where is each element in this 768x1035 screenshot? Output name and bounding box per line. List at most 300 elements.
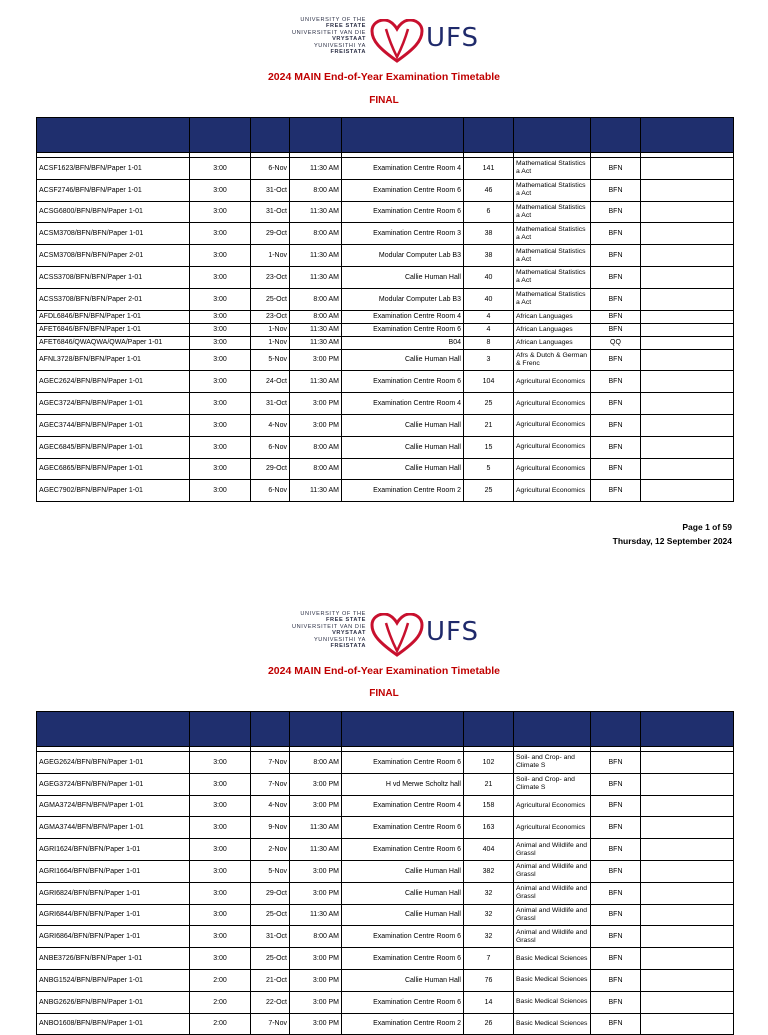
time-cell: 3:00 PM [290,773,342,795]
time-cell: 11:30 AM [290,904,342,926]
document-page-2 [0,600,768,1028]
campus-cell: BFN [591,904,641,926]
empty-cell [641,336,734,349]
exam-code-cell: ACSM3708/BFN/BFN/Paper 1-01 [37,223,190,245]
campus-cell: BFN [591,414,641,436]
exam-code-cell: AGEC2624/BFN/BFN/Paper 1-01 [37,371,190,393]
table-header-row [37,712,734,747]
exam-code-cell: AGEC6845/BFN/BFN/Paper 1-01 [37,436,190,458]
duration-cell: 3:00 [190,158,251,180]
venue-cell: Examination Centre Room 2 [342,1013,464,1035]
time-cell: 3:00 PM [290,948,342,970]
duration-cell: 3:00 [190,310,251,323]
logo-wordmark: UFS [426,617,480,647]
document-status: FINAL [369,95,399,106]
duration-cell: 3:00 [190,414,251,436]
campus-cell: BFN [591,752,641,774]
venue-cell: H vd Merwe Scholtz hall [342,773,464,795]
header-cell [37,118,190,153]
table-row [37,458,734,480]
empty-cell [641,323,734,336]
venue-cell: Examination Centre Room 6 [342,201,464,223]
duration-cell: 3:00 [190,480,251,502]
exam-code-cell: ANBE3726/BFN/BFN/Paper 1-01 [37,948,190,970]
candidates-cell: 38 [464,223,514,245]
department-cell: Afrs & Dutch & German & Frenc [514,349,591,371]
header-cell [464,712,514,747]
time-cell: 8:00 AM [290,179,342,201]
table-row [37,969,734,991]
table-row [37,158,734,180]
department-cell: African Languages [514,336,591,349]
venue-cell: Callie Human Hall [342,458,464,480]
table-row [37,371,734,393]
duration-cell: 3:00 [190,393,251,415]
logo-line: FREE STATE [326,617,366,624]
time-cell: 11:30 AM [290,371,342,393]
date-cell: 6-Nov [251,436,290,458]
header-cell [514,118,591,153]
table-row [37,288,734,310]
time-cell: 8:00 AM [290,288,342,310]
date-cell: 9-Nov [251,817,290,839]
header-cell [464,118,514,153]
date-cell: 1-Nov [251,245,290,267]
campus-cell: BFN [591,926,641,948]
exam-code-cell: AGRI6864/BFN/BFN/Paper 1-01 [37,926,190,948]
venue-cell: Examination Centre Room 6 [342,817,464,839]
time-cell: 11:30 AM [290,336,342,349]
department-cell: Agricultural Economics [514,436,591,458]
date-cell: 5-Nov [251,349,290,371]
header-cell [641,118,734,153]
time-cell: 8:00 AM [290,752,342,774]
department-cell: Mathematical Statistics a Act [514,245,591,267]
empty-cell [641,904,734,926]
department-cell: Mathematical Statistics a Act [514,201,591,223]
duration-cell: 3:00 [190,773,251,795]
candidates-cell: 104 [464,371,514,393]
duration-cell: 3:00 [190,817,251,839]
table-row [37,436,734,458]
empty-cell [641,991,734,1013]
empty-cell [641,201,734,223]
duration-cell: 3:00 [190,795,251,817]
duration-cell: 2:00 [190,1013,251,1035]
venue-cell: Examination Centre Room 6 [342,323,464,336]
header-cell [190,118,251,153]
time-cell: 8:00 AM [290,458,342,480]
logo-line: YUNIVESITHI YA [313,42,366,49]
candidates-cell: 40 [464,288,514,310]
document-title: 2024 MAIN End-of-Year Examination Timetable [267,665,501,677]
table-row [37,245,734,267]
venue-cell: Callie Human Hall [342,969,464,991]
venue-cell: Examination Centre Room 6 [342,179,464,201]
campus-cell: BFN [591,458,641,480]
department-cell: Agricultural Economics [514,371,591,393]
ufs-logo [284,17,494,63]
duration-cell: 3:00 [190,904,251,926]
table-row [37,310,734,323]
empty-cell [641,371,734,393]
date-cell: 7-Nov [251,752,290,774]
date-cell: 25-Oct [251,948,290,970]
exam-code-cell: AGRI1664/BFN/BFN/Paper 1-01 [37,860,190,882]
timetable [36,711,734,1035]
date-cell: 23-Oct [251,310,290,323]
venue-cell: Callie Human Hall [342,436,464,458]
empty-cell [641,817,734,839]
date-cell: 21-Oct [251,969,290,991]
table-row [37,223,734,245]
empty-cell [641,773,734,795]
department-cell: Mathematical Statistics a Act [514,179,591,201]
campus-cell: BFN [591,288,641,310]
table-row [37,948,734,970]
department-cell: Animal and Wildlife and Grassl [514,839,591,861]
duration-cell: 3:00 [190,926,251,948]
exam-code-cell: AFET6846/BFN/BFN/Paper 1-01 [37,323,190,336]
time-cell: 3:00 PM [290,414,342,436]
department-cell: Agricultural Economics [514,458,591,480]
candidates-cell: 21 [464,773,514,795]
campus-cell: BFN [591,839,641,861]
exam-code-cell: AGEC3724/BFN/BFN/Paper 1-01 [37,393,190,415]
logo-line: FREISTATA [330,643,366,650]
header-cell [591,712,641,747]
empty-cell [641,839,734,861]
candidates-cell: 4 [464,310,514,323]
department-cell: Agricultural Economics [514,817,591,839]
exam-code-cell: ANBG2626/BFN/BFN/Paper 1-01 [37,991,190,1013]
venue-cell: Callie Human Hall [342,904,464,926]
logo-line: UNIVERSITEIT VAN DIE [292,623,366,630]
campus-cell: BFN [591,882,641,904]
venue-cell: Examination Centre Room 2 [342,480,464,502]
logo-line: FREE STATE [326,23,366,30]
empty-cell [641,310,734,323]
time-cell: 3:00 PM [290,795,342,817]
date-cell: 24-Oct [251,371,290,393]
empty-cell [641,752,734,774]
candidates-cell: 404 [464,839,514,861]
candidates-cell: 5 [464,458,514,480]
department-cell: Basic Medical Sciences [514,969,591,991]
date-cell: 1-Nov [251,323,290,336]
department-cell: Agricultural Economics [514,414,591,436]
department-cell: Animal and Wildlife and Grassl [514,904,591,926]
empty-cell [641,926,734,948]
campus-cell: BFN [591,773,641,795]
empty-cell [641,158,734,180]
time-cell: 11:30 AM [290,480,342,502]
campus-cell: BFN [591,245,641,267]
duration-cell: 3:00 [190,179,251,201]
venue-cell: Modular Computer Lab B3 [342,288,464,310]
table-row [37,795,734,817]
candidates-cell: 32 [464,904,514,926]
exam-code-cell: ACSF2746/BFN/BFN/Paper 1-01 [37,179,190,201]
campus-cell: BFN [591,991,641,1013]
candidates-cell: 25 [464,480,514,502]
time-cell: 11:30 AM [290,266,342,288]
logo-line: YUNIVESITHI YA [313,636,366,643]
exam-code-cell: AGRI6824/BFN/BFN/Paper 1-01 [37,882,190,904]
time-cell: 11:30 AM [290,201,342,223]
table-row [37,179,734,201]
exam-code-cell: ACSS3708/BFN/BFN/Paper 1-01 [37,266,190,288]
exam-code-cell: AGRI6844/BFN/BFN/Paper 1-01 [37,904,190,926]
campus-cell: BFN [591,948,641,970]
time-cell: 11:30 AM [290,245,342,267]
candidates-cell: 32 [464,926,514,948]
department-cell: Animal and Wildlife and Grassl [514,882,591,904]
time-cell: 11:30 AM [290,158,342,180]
campus-cell: BFN [591,179,641,201]
logo-wordmark: UFS [426,23,480,53]
date-cell: 31-Oct [251,179,290,201]
exam-code-cell: ANBO1608/BFN/BFN/Paper 1-01 [37,1013,190,1035]
header-cell [251,712,290,747]
exam-code-cell: AGEG2624/BFN/BFN/Paper 1-01 [37,752,190,774]
table-row [37,323,734,336]
duration-cell: 3:00 [190,458,251,480]
header-cell [514,712,591,747]
campus-cell: BFN [591,393,641,415]
date-cell: 7-Nov [251,773,290,795]
department-cell: Basic Medical Sciences [514,948,591,970]
logo-line: UNIVERSITY OF THE [300,611,366,617]
candidates-cell: 163 [464,817,514,839]
table-row [37,817,734,839]
header-cell [251,118,290,153]
duration-cell: 2:00 [190,991,251,1013]
time-cell: 3:00 PM [290,1013,342,1035]
campus-cell: BFN [591,349,641,371]
time-cell: 11:30 AM [290,839,342,861]
exam-code-cell: AGEC3744/BFN/BFN/Paper 1-01 [37,414,190,436]
duration-cell: 3:00 [190,752,251,774]
document-title: 2024 MAIN End-of-Year Examination Timetable [267,71,501,83]
venue-cell: B04 [342,336,464,349]
duration-cell: 3:00 [190,266,251,288]
empty-cell [641,266,734,288]
venue-cell: Callie Human Hall [342,349,464,371]
duration-cell: 3:00 [190,882,251,904]
date-cell: 6-Nov [251,158,290,180]
time-cell: 3:00 PM [290,991,342,1013]
logo-line: UNIVERSITEIT VAN DIE [292,29,366,36]
table-row [37,393,734,415]
table-header-row [37,118,734,153]
exam-code-cell: AGEC7902/BFN/BFN/Paper 1-01 [37,480,190,502]
table-row [37,839,734,861]
time-cell: 8:00 AM [290,926,342,948]
table-row [37,773,734,795]
exam-code-cell: AGMA3724/BFN/BFN/Paper 1-01 [37,795,190,817]
department-cell: Animal and Wildlife and Grassl [514,860,591,882]
candidates-cell: 102 [464,752,514,774]
candidates-cell: 21 [464,414,514,436]
candidates-cell: 26 [464,1013,514,1035]
campus-cell: BFN [591,817,641,839]
venue-cell: Examination Centre Room 6 [342,839,464,861]
empty-cell [641,245,734,267]
time-cell: 3:00 PM [290,882,342,904]
empty-cell [641,795,734,817]
table-row [37,926,734,948]
document-status: FINAL [369,688,399,699]
empty-cell [641,480,734,502]
campus-cell: QQ [591,336,641,349]
table-row [37,266,734,288]
header-cell [591,118,641,153]
campus-cell: BFN [591,266,641,288]
exam-code-cell: AGRI1624/BFN/BFN/Paper 1-01 [37,839,190,861]
duration-cell: 3:00 [190,349,251,371]
duration-cell: 3:00 [190,839,251,861]
heart-emblem-icon [370,19,424,63]
empty-cell [641,969,734,991]
venue-cell: Examination Centre Room 6 [342,371,464,393]
department-cell: Mathematical Statistics a Act [514,288,591,310]
venue-cell: Examination Centre Room 6 [342,991,464,1013]
table-row [37,991,734,1013]
header-cell [37,712,190,747]
time-cell: 8:00 AM [290,436,342,458]
venue-cell: Examination Centre Room 6 [342,948,464,970]
candidates-cell: 40 [464,266,514,288]
date-cell: 4-Nov [251,795,290,817]
venue-cell: Callie Human Hall [342,882,464,904]
duration-cell: 3:00 [190,245,251,267]
venue-cell: Examination Centre Room 4 [342,158,464,180]
campus-cell: BFN [591,323,641,336]
table-row [37,882,734,904]
campus-cell: BFN [591,436,641,458]
exam-code-cell: ACSG6800/BFN/BFN/Paper 1-01 [37,201,190,223]
date-cell: 5-Nov [251,860,290,882]
department-cell: Mathematical Statistics a Act [514,223,591,245]
candidates-cell: 141 [464,158,514,180]
duration-cell: 3:00 [190,223,251,245]
table-row [37,480,734,502]
table-row [37,336,734,349]
candidates-cell: 38 [464,245,514,267]
time-cell: 8:00 AM [290,223,342,245]
date-cell: 7-Nov [251,1013,290,1035]
department-cell: Soil- and Crop- and Climate S [514,752,591,774]
exam-code-cell: ACSM3708/BFN/BFN/Paper 2-01 [37,245,190,267]
campus-cell: BFN [591,158,641,180]
campus-cell: BFN [591,371,641,393]
empty-cell [641,458,734,480]
empty-cell [641,179,734,201]
duration-cell: 3:00 [190,323,251,336]
header-cell [342,118,464,153]
exam-code-cell: AFNL3728/BFN/BFN/Paper 1-01 [37,349,190,371]
venue-cell: Callie Human Hall [342,266,464,288]
department-cell: Agricultural Economics [514,795,591,817]
exam-code-cell: AFDL6846/BFN/BFN/Paper 1-01 [37,310,190,323]
logo-line: FREISTATA [330,49,366,56]
heart-emblem-icon [370,613,424,657]
department-cell: African Languages [514,323,591,336]
logo-text [284,17,366,55]
timetable [36,117,734,502]
candidates-cell: 76 [464,969,514,991]
exam-code-cell: AGEC6865/BFN/BFN/Paper 1-01 [37,458,190,480]
exam-code-cell: ACSS3708/BFN/BFN/Paper 2-01 [37,288,190,310]
date-cell: 31-Oct [251,201,290,223]
date-cell: 29-Oct [251,458,290,480]
duration-cell: 3:00 [190,436,251,458]
department-cell: African Languages [514,310,591,323]
empty-cell [641,414,734,436]
department-cell: Agricultural Economics [514,393,591,415]
venue-cell: Callie Human Hall [342,860,464,882]
empty-cell [641,288,734,310]
department-cell: Soil- and Crop- and Climate S [514,773,591,795]
date-cell: 29-Oct [251,882,290,904]
campus-cell: BFN [591,223,641,245]
candidates-cell: 8 [464,336,514,349]
header-cell [290,712,342,747]
time-cell: 8:00 AM [290,310,342,323]
header-cell [641,712,734,747]
print-date: Thursday, 12 September 2024 [612,536,732,546]
department-cell: Agricultural Economics [514,480,591,502]
exam-code-cell: AGEG3724/BFN/BFN/Paper 1-01 [37,773,190,795]
candidates-cell: 15 [464,436,514,458]
venue-cell: Examination Centre Room 6 [342,926,464,948]
duration-cell: 3:00 [190,336,251,349]
campus-cell: BFN [591,201,641,223]
time-cell: 11:30 AM [290,323,342,336]
exam-code-cell: ACSF1623/BFN/BFN/Paper 1-01 [37,158,190,180]
campus-cell: BFN [591,860,641,882]
date-cell: 1-Nov [251,336,290,349]
logo-line: VRYSTAAT [332,36,366,43]
department-cell: Mathematical Statistics a Act [514,266,591,288]
candidates-cell: 382 [464,860,514,882]
venue-cell: Examination Centre Room 6 [342,752,464,774]
date-cell: 23-Oct [251,266,290,288]
table-row [37,860,734,882]
date-cell: 31-Oct [251,926,290,948]
candidates-cell: 32 [464,882,514,904]
candidates-cell: 3 [464,349,514,371]
duration-cell: 3:00 [190,371,251,393]
table-row [37,349,734,371]
page-footer [613,520,732,548]
empty-cell [641,223,734,245]
time-cell: 3:00 PM [290,393,342,415]
duration-cell: 3:00 [190,201,251,223]
table-row [37,752,734,774]
candidates-cell: 7 [464,948,514,970]
candidates-cell: 46 [464,179,514,201]
date-cell: 29-Oct [251,223,290,245]
venue-cell: Examination Centre Room 4 [342,393,464,415]
exam-code-cell: ANBG1524/BFN/BFN/Paper 1-01 [37,969,190,991]
duration-cell: 3:00 [190,948,251,970]
candidates-cell: 25 [464,393,514,415]
empty-cell [641,882,734,904]
table-row [37,414,734,436]
logo-line: UNIVERSITY OF THE [300,17,366,23]
